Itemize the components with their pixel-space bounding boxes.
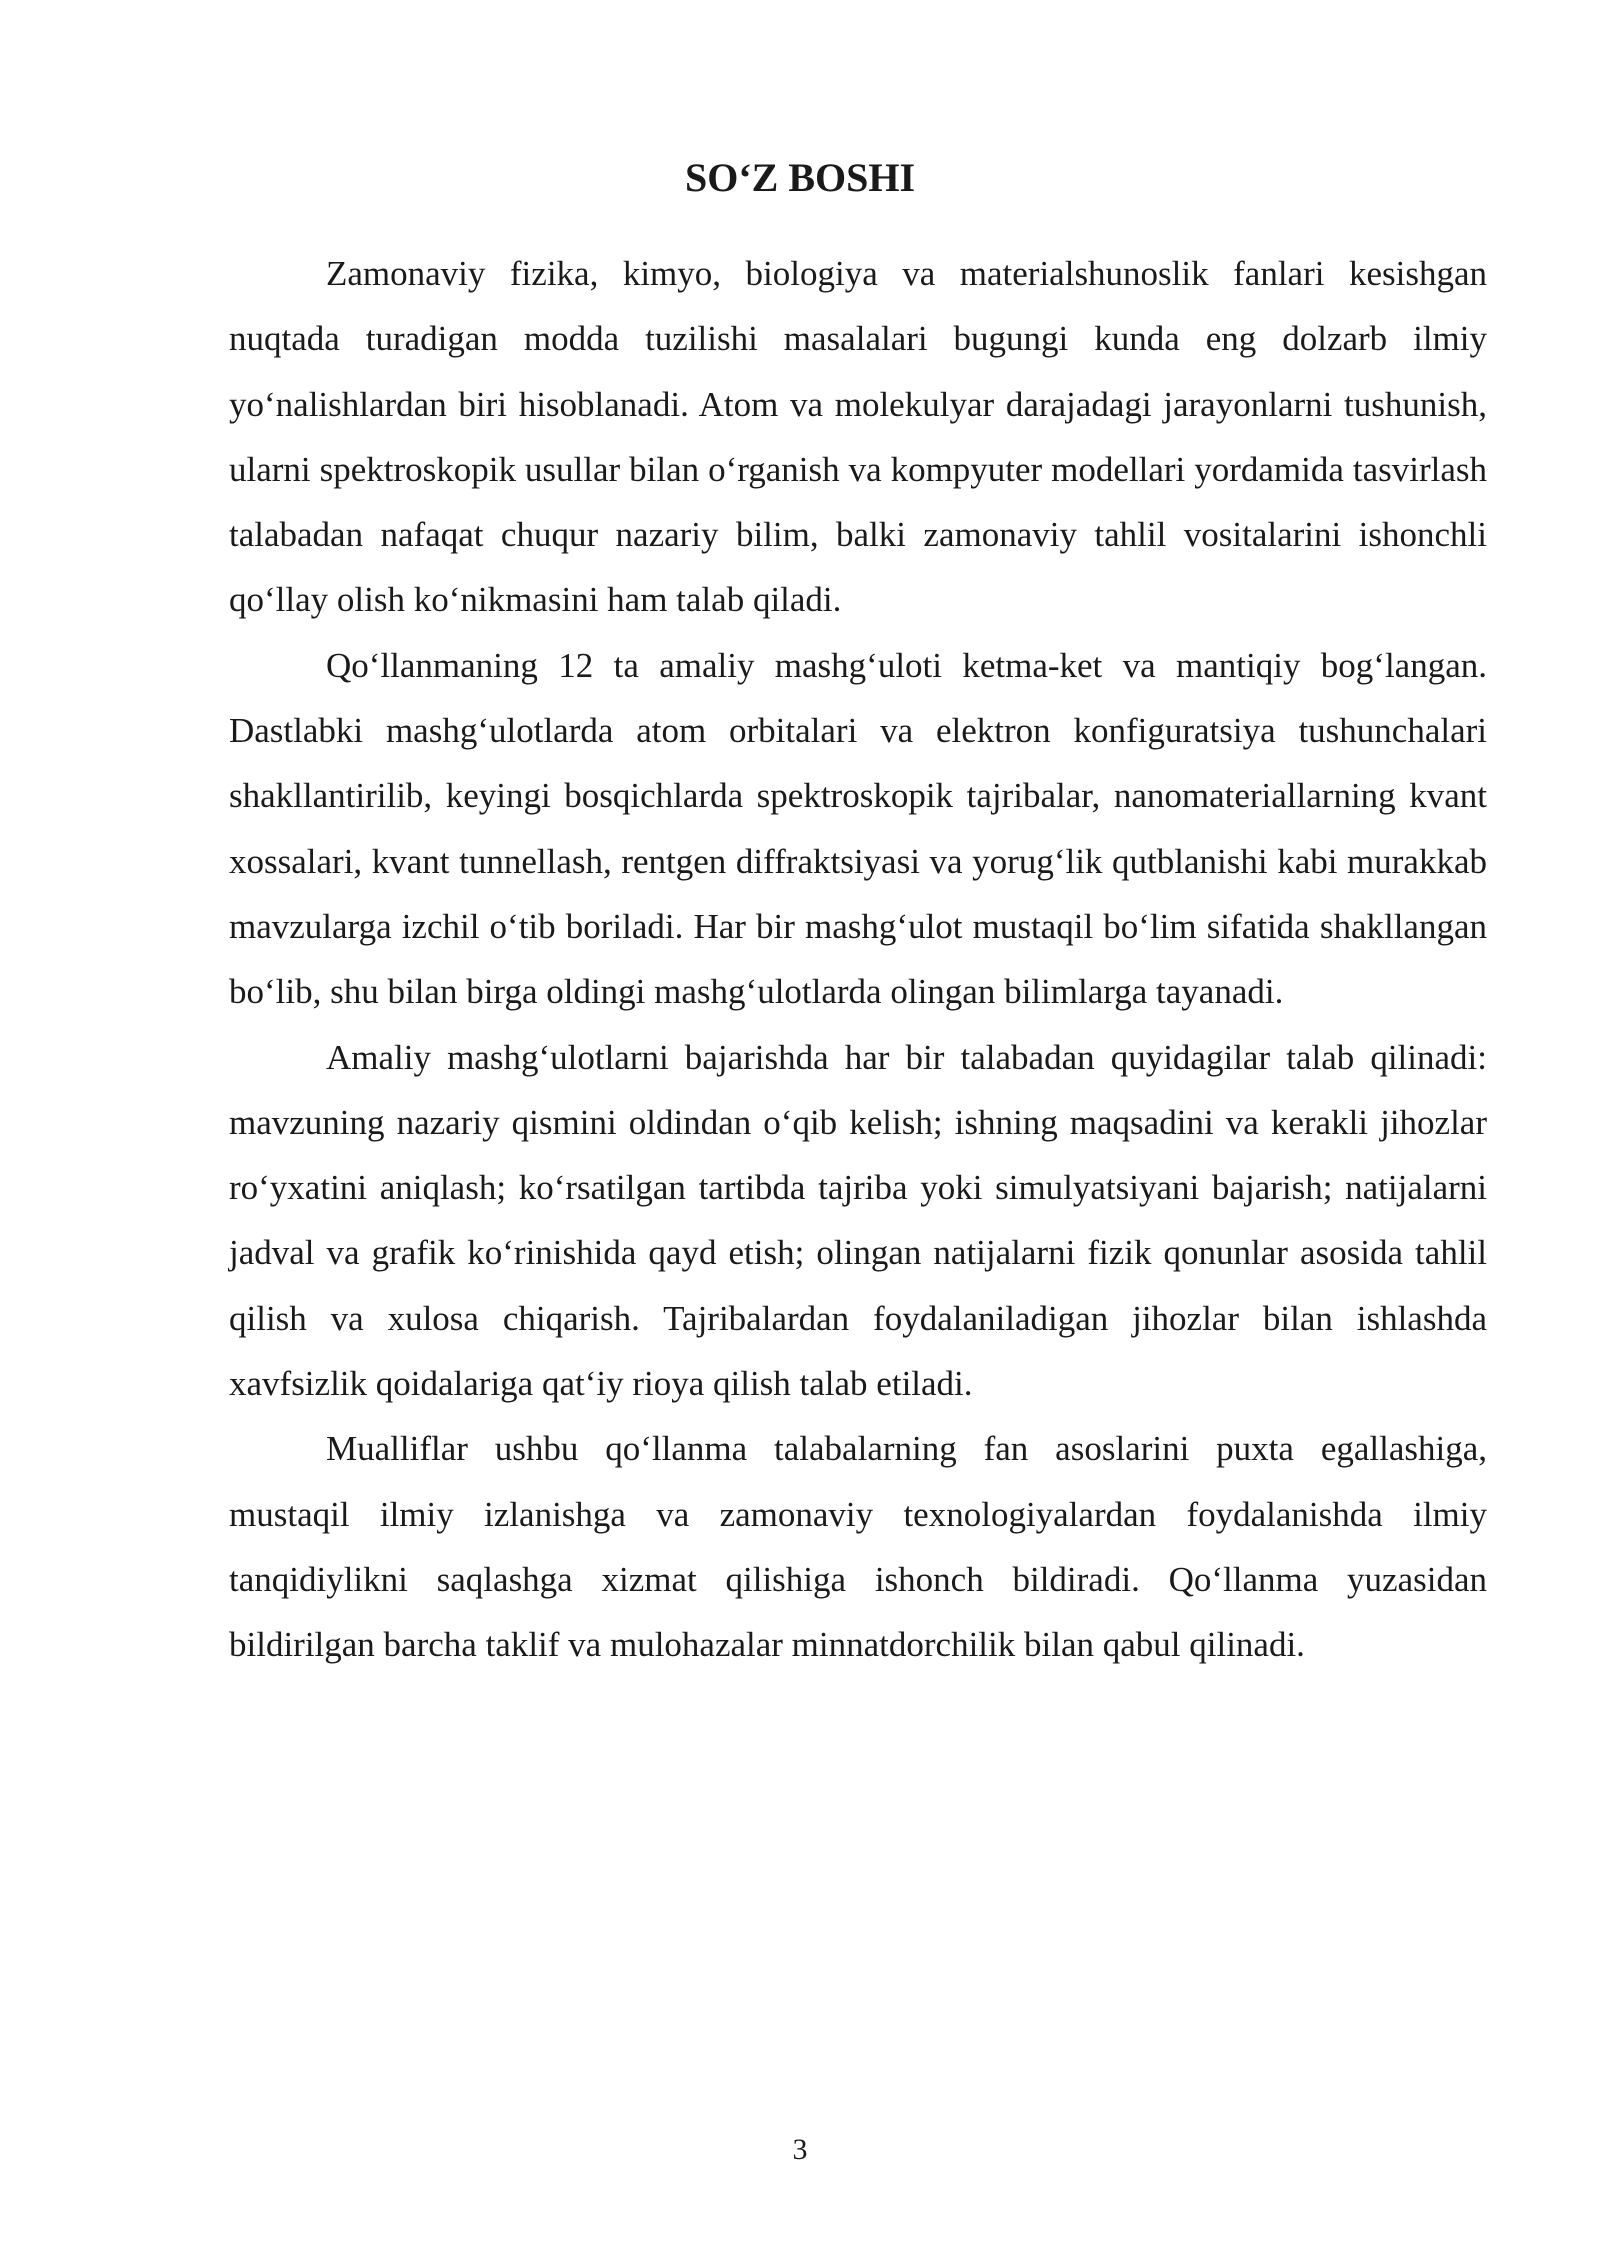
paragraph-4: Mualliflar ushbu qo‘llanma talabalarning fan asoslarini puxta egallashiga, mustaqil ilmiy izlanishga va zamonaviy texnologiyalardan foydalanishda ilmiy tanqidiylikni saqlashga xizmat qilishiga ishonch bildiradi. Qo‘llanma yuzasidan bildirilgan barcha taklif va mulohazalar minnatdorchilik bilan qabul qilinadi.	[229, 1429, 1487, 1665]
page-title: SO‘Z BOSHI	[684, 155, 916, 200]
paragraph-3: Amaliy mashg‘ulotlarni bajarishda har bir talabadan quyidagilar talab qilinadi: mavzuning nazariy qismini oldindan o‘qib kelish; ishning maqsadini va kerakli jihozlar ro‘yxatini aniqlash; ko‘rsatilgan tartibda tajriba yoki simulyatsiyani bajarish; natijalarni jadval va grafik ko‘rinishida qayd etish; olingan natijalarni fizik qonunlar asosida tahlil qilish va xulosa chiqarish. Tajribalardan foydalaniladigan jihozlar bilan ishlashda xavfsizlik qoidalariga qat‘iy rioya qilish talab etiladi.	[229, 1037, 1487, 1404]
paragraph-2: Qo‘llanmaning 12 ta amaliy mashg‘uloti ketma-ket va mantiqiy bog‘langan. Dastlabki mashg‘ulotlarda atom orbitalari va elektron konfiguratsiya tushunchalari shakllantirilib, keyingi bosqichlarda spektroskopik tajribalar, nanomateriallarning kvant xossalari, kvant tunnellash, rentgen diffraktsiyasi va yorug‘lik qutblanishi kabi murakkab mavzularga izchil o‘tib boriladi. Har bir mashg‘ulot mustaqil bo‘lim sifatida shakllangan bo‘lib, shu bilan birga oldingi mashg‘ulotlarda olingan bilimlarga tayanadi.	[229, 645, 1487, 1012]
body-text	[229, 241, 1487, 1678]
paragraph-1: Zamonaviy fizika, kimyo, biologiya va materialshunoslik fanlari kesishgan nuqtada turadigan modda tuzilishi masalalari bugungi kunda eng dolzarb ilmiy yo‘nalishlardan biri hisoblanadi. Atom va molekulyar darajadagi jarayonlarni tushunish, ularni spektroskopik usullar bilan o‘rganish va kompyuter modellari yordamida tasvirlash talabadan nafaqat chuqur nazariy bilim, balki zamonaviy tahlil vositalarini ishonchli qo‘llay olish ko‘nikmasini ham talab qiladi.	[229, 254, 1487, 620]
page-number: 3	[792, 2133, 808, 2166]
